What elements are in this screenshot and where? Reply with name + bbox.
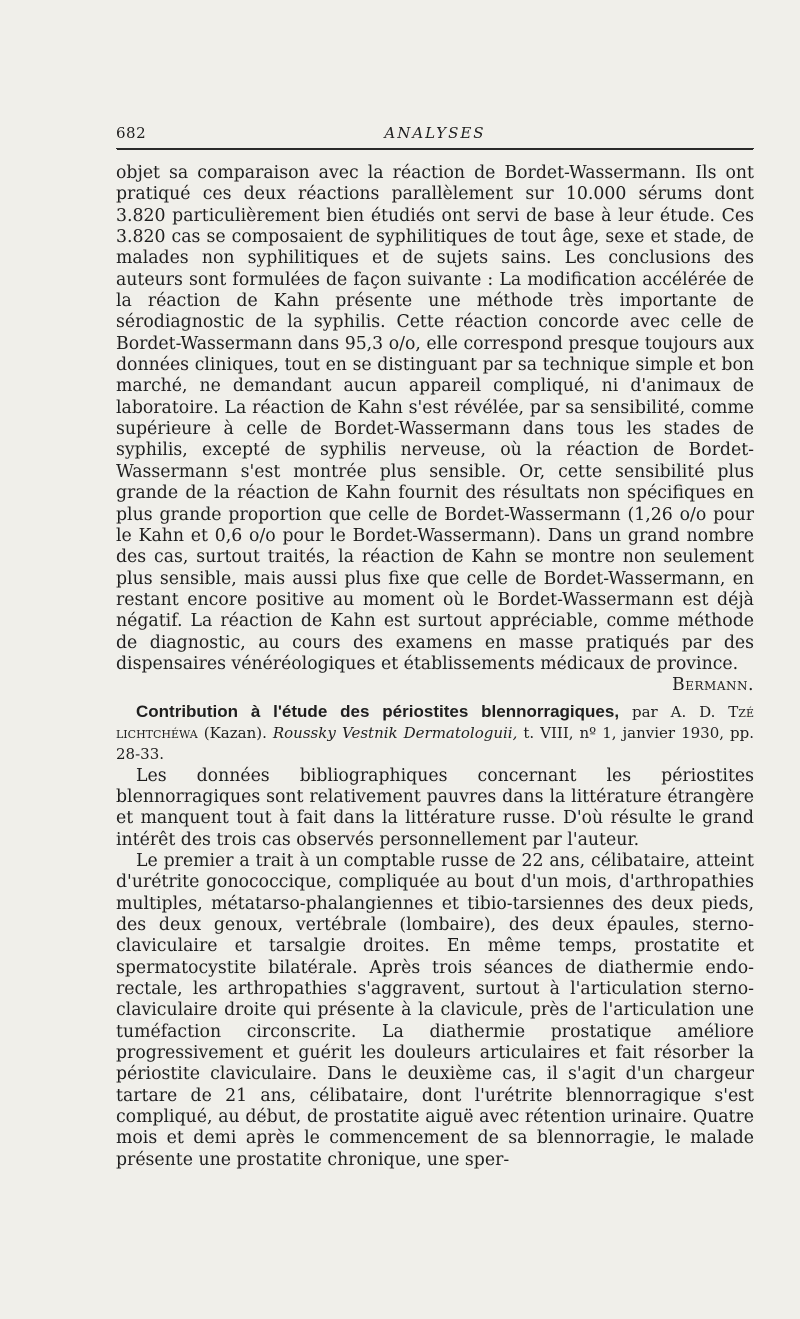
review-2-authors: A. D. Tzé lichtchéwa (116, 702, 754, 742)
page-number: 682 (116, 124, 147, 142)
review-2-title: Contribution à l'étude des périostites blennorragiques, (136, 701, 620, 721)
review-2-location: (Kazan). (197, 723, 273, 742)
review-2-by: par (619, 702, 671, 721)
running-title: ANALYSES (384, 124, 486, 142)
review-2-journal: Rousskу Vestnik Dermatologuii, (272, 723, 518, 742)
page-body (116, 163, 754, 1171)
review-2-paragraph-1: Les données bibliographiques concernant les périostites blennorragiques sont relativement pauvres dans la littérature étrangère et manquent tout à fait dans la littérature russe. D'où résulte le grand intérêt des trois cas observés personnellement par l'auteur. (116, 765, 754, 850)
review-1-paragraph (116, 163, 754, 697)
review-2-citation: t. VIII, nº 1, janvier 1930, pp. 28-33. (116, 723, 754, 764)
reviewer-signature: Bermann. (672, 675, 754, 696)
review-2-paragraph-2: Le premier a trait à un comptable russe de 22 ans, célibataire, atteint d'urétrite gonococcique, compliquée au bout d'un mois, d'arthropathies multiples, métatarso-phalangiennes et tibio-tarsiennes des deux pieds, des deux genoux, vertébrale (lombaire), des deux épaules, sterno-claviculaire et tarsalgie droites. En même temps, prostatite et spermatocystite bilatérale. Après trois séances de diathermie endo-rectale, les arthropathies s'aggravent, surtout à l'articulation sterno-claviculaire droite qui présente à la clavicule, près de l'articulation une tuméfaction circonscrite. La diathermie prostatique améliore progressivement et guérit les douleurs articulaires et fait résorber la périostite claviculaire. Dans le deuxième cas, il s'agit d'un chargeur tartare de 21 ans, célibataire, dont l'urétrite blennorragique s'est compliqué, au début, de prostatite aiguë avec rétention urinaire. Quatre mois et demi après le commencement de sa blennorragie, le malade présente une prostatite chronique, une sper- (116, 851, 754, 1170)
review-2-heading (116, 701, 754, 766)
review-1-text: objet sa comparaison avec la réaction de Bordet-Wassermann. Ils ont pratiqué ces deux réactions parallèlement sur 10.000 sérums dont 3.820 particulièrement bien étudiés ont servi de base à leur étude. Ces 3.820 cas se composaient de syphilitiques de tout âge, sexe et stade, de malades non syphilitiques et de sujets sains. Les conclusions des auteurs sont formulées de façon suivante : La modification accélérée de la réaction de Kahn présente une méthode très importante de sérodiagnostic de la syphilis. Cette réaction concorde avec celle de Bordet-Wassermann dans 95,3 o/o, elle correspond presque toujours aux données cliniques, tout en se distinguant par sa technique simple et bon marché, ne demandant aucun appareil compliqué, ni d'animaux de laboratoire. La réaction de Kahn s'est révélée, par sa sensibilité, comme supérieure à celle de Bordet-Wassermann dans tous les stades de syphilis, excepté de syphilis nerveuse, où la réaction de Bordet-Wassermann s'est montrée plus sensible. Or, cette sensibilité plus grande de la réaction de Kahn fournit des résultats non spécifiques en plus grande proportion que celle de Bordet-Wassermann (1,26 o/o pour le Kahn et 0,6 o/o pour le Bordet-Wassermann). Dans un grand nombre des cas, surtout traités, la réaction de Kahn se montre non seulement plus sensible, mais aussi plus fixe que celle de Bordet-Wassermann, en restant encore positive au moment où le Bordet-Wassermann est déjà négatif. La réaction de Kahn est surtout appréciable, comme méthode de diagnostic, au cours des examens en masse pratiqués par des dispensaires vénéréologiques et établissements médicaux de province. (116, 163, 754, 674)
page-header (116, 118, 754, 149)
